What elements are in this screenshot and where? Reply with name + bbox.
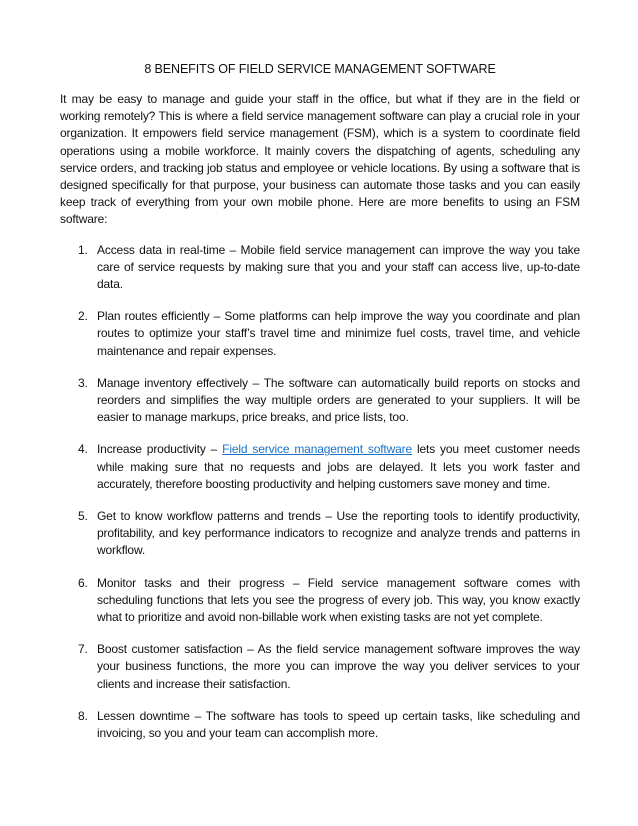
benefit-text: Boost customer satisfaction – As the field service management software improves the way your business functions, the more you can improve the way you deliver services to your clients and increase their satisfaction. bbox=[97, 642, 580, 691]
benefit-number: 6. bbox=[78, 575, 88, 590]
benefit-text: Lessen downtime – The software has tools to speed up certain tasks, like scheduling and invoicing, so you and your team can accomplish more. bbox=[97, 708, 580, 741]
benefit-text-after-link: lets you meet customer needs while making sure that no requests and jobs are delayed. It lets you work faster and accurately, therefore boosting productivity and helping customers save money and time. bbox=[97, 442, 581, 491]
benefit-item-6 bbox=[60, 575, 580, 627]
benefit-text: Plan routes efficiently – Some platforms can help improve the way you coordinate and plan routes to optimize your staff’s travel time and minimize fuel costs, travel time, and vehicle maintenance and repair expenses. bbox=[97, 309, 580, 358]
benefit-text: Monitor tasks and their progress – Field service management software comes with scheduling functions that lets you see the progress of every job. This way, you know exactly what to prioritize and avoid non-billable work when existing tasks are not yet complete. bbox=[97, 575, 580, 625]
fsm-software-link[interactable]: Field service management software bbox=[222, 442, 413, 457]
benefit-number: 3. bbox=[78, 375, 88, 390]
benefit-text: Access data in real-time – Mobile field service management can improve the way you take care of service requests by making sure that you and your staff can access live, up-to-date data. bbox=[97, 242, 580, 292]
benefit-number: 5. bbox=[78, 509, 88, 524]
benefit-item-2 bbox=[60, 308, 580, 360]
benefit-item-8 bbox=[60, 708, 580, 742]
benefit-item-5 bbox=[60, 508, 580, 560]
benefit-text-before-link: Increase productivity – bbox=[97, 442, 223, 457]
benefit-item-7 bbox=[60, 641, 580, 693]
benefit-number: 1. bbox=[78, 242, 88, 257]
benefit-number: 7. bbox=[78, 642, 88, 657]
benefit-item-1 bbox=[60, 242, 580, 294]
benefits-list bbox=[60, 242, 580, 743]
benefit-text: Manage inventory effectively – The software can automatically build reports on stocks and reorders and simplifies the way multiple orders are generated to your suppliers. It will be easier to manage markups, price breaks, and price lists, too. bbox=[97, 375, 580, 425]
document-title: 8 BENEFITS OF FIELD SERVICE MANAGEMENT SOFTWARE bbox=[144, 62, 496, 76]
benefit-number: 4. bbox=[78, 442, 88, 457]
benefit-item-3 bbox=[60, 375, 580, 427]
benefit-item-4 bbox=[60, 441, 580, 493]
intro-paragraph: It may be easy to manage and guide your staff in the office, but what if they are in the field or working remotely? This is where a field service management software can play a crucial role in your organization. It empowers field service management (FSM), which is a system to coordinate field operations using a mobile workforce. It mainly covers the dispatching of agents, scheduling any service orders, and tracking job status and employee or vehicle locations. By using a software that is designed specifically for that purpose, your business can automate those tasks and you can easily keep track of everything from your own mobile phone. Here are more benefits to using an FSM software: bbox=[60, 92, 580, 227]
benefit-number: 8. bbox=[78, 708, 88, 723]
benefit-number: 2. bbox=[78, 309, 88, 324]
benefit-text: Get to know workflow patterns and trends – Use the reporting tools to identify productivity, profitability, and key performance indicators to recognize and analyze trends and patterns in workflow. bbox=[97, 509, 580, 558]
